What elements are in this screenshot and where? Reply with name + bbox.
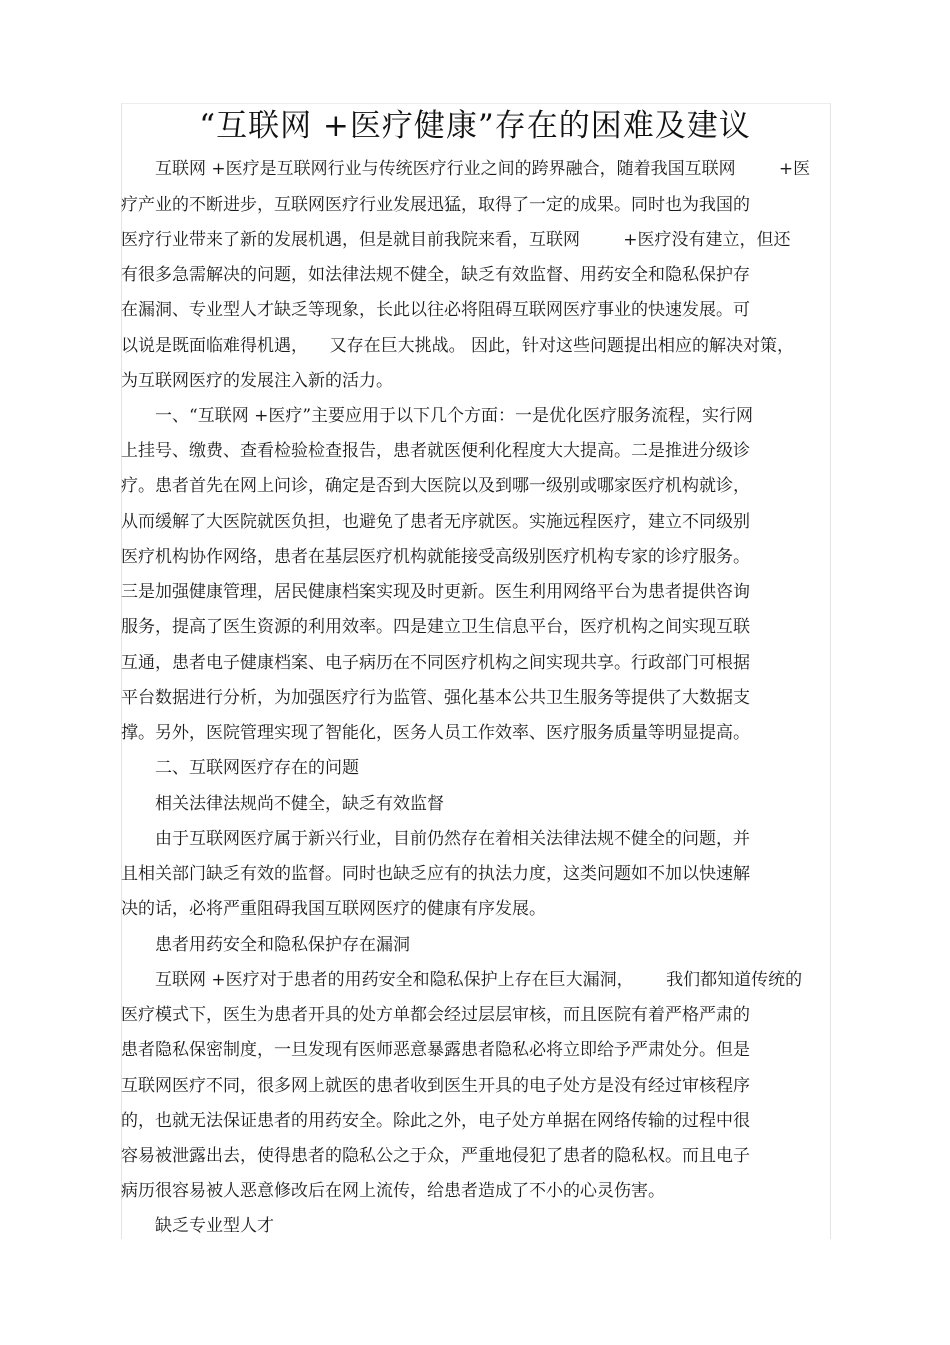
paragraph-line: 医疗机构协作网络，患者在基层医疗机构就能接受高级别医疗机构专家的诊疗服务。 [121, 547, 750, 567]
paragraph-line: 由于互联网医疗属于新兴行业，目前仍然存在着相关法律法规不健全的问题，并 [155, 829, 750, 849]
paragraph-line: 以说是既面临难得机遇， 又存在巨大挑战。 因此，针对这些问题提出相应的解决对策， [121, 336, 795, 356]
paragraph-line: 决的话，必将严重阻碍我国互联网医疗的健康有序发展。 [121, 899, 546, 919]
paragraph-line: 患者隐私保密制度，一旦发现有医师恶意暴露患者隐私必将立即给予严肃处分。但是 [121, 1040, 750, 1060]
paragraph-line: 疗。患者首先在网上问诊，确定是否到大医院以及到哪一级别或哪家医疗机构就诊， [121, 476, 750, 496]
subsection-heading: 患者用药安全和隐私保护存在漏洞 [155, 935, 410, 955]
paragraph-line: 医疗模式下，医生为患者开具的处方单都会经过层层审核，而且医院有着严格严肃的 [121, 1005, 750, 1025]
paragraph-line: 从而缓解了大医院就医负担，也避免了患者无序就医。实施远程医疗，建立不同级别 [121, 512, 750, 532]
paragraph-line: 在漏洞、专业型人才缺乏等现象，长此以往必将阻碍互联网医疗事业的快速发展。可 [121, 300, 750, 320]
paragraph-line: 的，也就无法保证患者的用药安全。除此之外，电子处方单据在网络传输的过程中很 [121, 1111, 750, 1131]
section-heading: 二、互联网医疗存在的问题 [155, 758, 359, 778]
paragraph-line: 上挂号、缴费、查看检验检查报告，患者就医便利化程度大大提高。二是推进分级诊 [121, 441, 750, 461]
paragraph-line: 撑。另外，医院管理实现了智能化，医务人员工作效率、医疗服务质量等明显提高。 [121, 723, 750, 743]
paragraph-line: 病历很容易被人恶意修改后在网上流传，给患者造成了不小的心灵伤害。 [121, 1181, 665, 1201]
paragraph-line: 互联网 +医疗是互联网行业与传统医疗行业之间的跨界融合，随着我国互联网 +医 [155, 159, 811, 179]
paragraph-line: 疗产业的不断进步，互联网医疗行业发展迅猛，取得了一定的成果。同时也为我国的 [121, 195, 750, 215]
paragraph-line: 一、“互联网 +医疗”主要应用于以下几个方面：一是优化医疗服务流程，实行网 [155, 406, 754, 426]
paragraph-line: 三是加强健康管理，居民健康档案实现及时更新。医生利用网络平台为患者提供咨询 [121, 582, 750, 602]
subsection-heading: 相关法律法规尚不健全，缺乏有效监督 [155, 794, 444, 814]
subsection-heading: 缺乏专业型人才 [155, 1216, 274, 1236]
paragraph-line: 服务，提高了医生资源的利用效率。四是建立卫生信息平台，医疗机构之间实现互联 [121, 617, 750, 637]
paragraph-line: 有很多急需解决的问题，如法律法规不健全，缺乏有效监督、用药安全和隐私保护存 [121, 265, 750, 285]
document-title: “互联网 +医疗健康”存在的困难及建议 [199, 108, 751, 144]
paragraph-line: 且相关部门缺乏有效的监督。同时也缺乏应有的执法力度，这类问题如不加以快速解 [121, 864, 750, 884]
paragraph-line: 互联网医疗不同，很多网上就医的患者收到医生开具的电子处方是没有经过审核程序 [121, 1076, 750, 1096]
paragraph-line: 平台数据进行分析，为加强医疗行为监管、强化基本公共卫生服务等提供了大数据支 [121, 688, 750, 708]
paragraph-line: 医疗行业带来了新的发展机遇，但是就目前我院来看，互联网 +医疗没有建立，但还 [121, 230, 791, 250]
paragraph-line: 容易被泄露出去，使得患者的隐私公之于众，严重地侵犯了患者的隐私权。而且电子 [121, 1146, 750, 1166]
paragraph-line: 互通，患者电子健康档案、电子病历在不同医疗机构之间实现共享。行政部门可根据 [121, 653, 750, 673]
paragraph-line: 互联网 +医疗对于患者的用药安全和隐私保护上存在巨大漏洞， 我们都知道传统的 [155, 970, 803, 990]
paragraph-line: 为互联网医疗的发展注入新的活力。 [121, 371, 393, 391]
